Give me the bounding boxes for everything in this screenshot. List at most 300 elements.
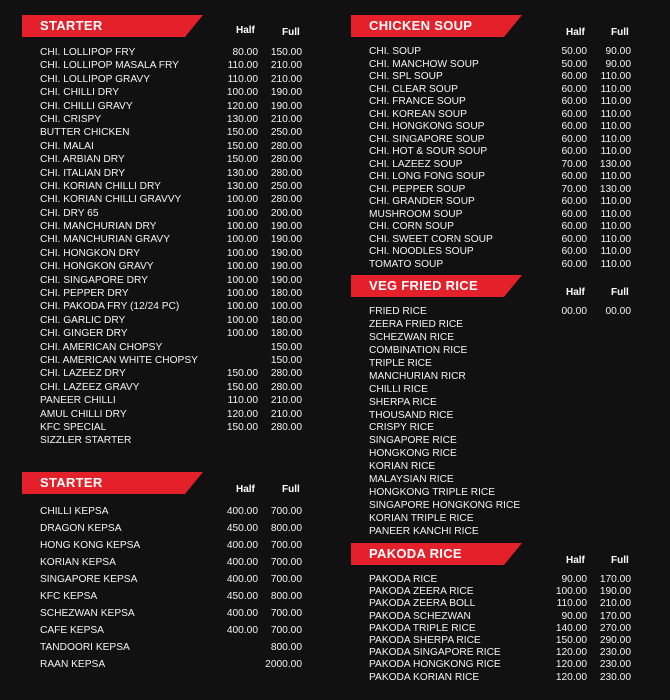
item-name: PAKODA TRIPLE RICE bbox=[369, 622, 476, 634]
menu-item-row bbox=[40, 100, 302, 113]
full-price: 170.00 bbox=[599, 574, 631, 585]
half-column-header: Half bbox=[236, 25, 255, 36]
full-price: 210.00 bbox=[270, 408, 302, 420]
full-price: 280.00 bbox=[270, 368, 302, 380]
menu-item-row bbox=[40, 59, 302, 72]
menu-item-row bbox=[369, 109, 631, 122]
full-price: 130.00 bbox=[599, 158, 631, 170]
full-price: 170.00 bbox=[599, 610, 631, 622]
half-column-header: Half bbox=[566, 27, 585, 38]
full-price: 280.00 bbox=[270, 167, 302, 179]
item-name: CHI. SINGAPORE DRY bbox=[40, 274, 148, 286]
half-price: 400.00 bbox=[226, 625, 258, 636]
item-name: CHI. KOREAN SOUP bbox=[369, 108, 467, 120]
menu-item-row bbox=[369, 574, 631, 586]
item-name: PANEER KANCHI RICE bbox=[369, 525, 479, 537]
item-list bbox=[369, 574, 631, 684]
item-list bbox=[369, 46, 631, 271]
item-name: RAAN KEPSA bbox=[40, 659, 106, 670]
item-name: CHI. LOLLIPOP MASALA FRY bbox=[40, 60, 179, 72]
full-price: 280.00 bbox=[270, 154, 302, 166]
item-name: CHI. CRISPY bbox=[40, 113, 102, 125]
full-price: 210.00 bbox=[270, 113, 302, 125]
item-name: CHI. CORN SOUP bbox=[369, 221, 454, 232]
item-name: MANCHURIAN RICR bbox=[369, 370, 466, 382]
half-price: 60.00 bbox=[561, 196, 587, 207]
item-name: MUSHROOM SOUP bbox=[369, 208, 463, 220]
menu-item-row bbox=[40, 140, 302, 153]
menu-item-row bbox=[40, 220, 302, 233]
menu-item-row bbox=[369, 384, 631, 397]
full-price: 230.00 bbox=[599, 647, 631, 659]
half-price: 100.00 bbox=[226, 314, 258, 326]
item-name: CHI. SOUP bbox=[369, 46, 422, 57]
full-price: 700.00 bbox=[270, 574, 302, 585]
half-price: 50.00 bbox=[561, 58, 587, 70]
item-list bbox=[369, 306, 631, 539]
half-price: 110.00 bbox=[227, 73, 258, 85]
half-price: 80.00 bbox=[232, 47, 258, 58]
section-chicken-soup bbox=[351, 15, 651, 270]
menu-item-row bbox=[369, 358, 631, 371]
half-price: 100.00 bbox=[226, 234, 258, 246]
half-price: 400.00 bbox=[226, 506, 258, 517]
item-name: CHI. MANCHURIAN GRAVY bbox=[40, 234, 170, 246]
item-name: HONG KONG KEPSA bbox=[40, 540, 141, 551]
item-name: COMBINATION RICE bbox=[369, 344, 468, 356]
full-price: 110.00 bbox=[600, 108, 631, 120]
item-name: CHI. LAZEEZ SOUP bbox=[369, 158, 463, 170]
item-name: PAKODA SINGAPORE RICE bbox=[369, 647, 501, 659]
menu-item-row bbox=[40, 554, 302, 571]
half-column-header: Half bbox=[236, 484, 255, 495]
item-name: CHI. HOT & SOUR SOUP bbox=[369, 146, 488, 157]
item-name: PAKODA RICE bbox=[369, 574, 438, 585]
item-name: SINGAPORE KEPSA bbox=[40, 574, 138, 585]
menu-item-row bbox=[369, 672, 631, 684]
menu-item-row bbox=[40, 46, 302, 59]
item-name: CAFE KEPSA bbox=[40, 625, 104, 636]
half-price: 60.00 bbox=[561, 96, 587, 107]
full-price: 2000.00 bbox=[265, 659, 302, 670]
full-price: 280.00 bbox=[270, 140, 302, 152]
section-title: CHICKEN SOUP bbox=[351, 15, 504, 37]
item-name: CHI. LOLLIPOP FRY bbox=[40, 47, 136, 58]
item-name: HONGKONG RICE bbox=[369, 448, 457, 460]
full-price: 190.00 bbox=[270, 274, 302, 286]
menu-item-row bbox=[40, 300, 302, 313]
menu-item-row bbox=[40, 314, 302, 327]
item-name: CHI. MALAI bbox=[40, 140, 94, 152]
item-name: KORIAN RICE bbox=[369, 461, 436, 473]
section-title: PAKODA RICE bbox=[351, 543, 504, 565]
menu-item-row bbox=[40, 73, 302, 86]
half-price: 60.00 bbox=[561, 83, 587, 95]
full-price: 800.00 bbox=[270, 523, 302, 534]
half-price: 140.00 bbox=[555, 622, 587, 634]
half-price: 100.00 bbox=[226, 261, 258, 273]
item-name: CHI. MANCHOW SOUP bbox=[369, 58, 479, 70]
item-name: CRISPY RICE bbox=[369, 422, 434, 434]
half-price: 150.00 bbox=[226, 381, 258, 393]
menu-item-row bbox=[40, 394, 302, 407]
full-price: 110.00 bbox=[600, 133, 631, 145]
full-price: 110.00 bbox=[600, 196, 631, 207]
item-name: CHI. HONGKON GRAVY bbox=[40, 261, 154, 273]
full-price: 150.00 bbox=[270, 341, 302, 353]
menu-item-row bbox=[369, 332, 631, 345]
menu-item-row bbox=[40, 421, 302, 434]
half-price: 120.00 bbox=[555, 671, 587, 683]
item-name: CHILLI KEPSA bbox=[40, 506, 109, 517]
menu-item-row bbox=[369, 234, 631, 247]
menu-item-row bbox=[369, 526, 631, 539]
full-price: 700.00 bbox=[270, 608, 302, 619]
menu-item-row bbox=[369, 474, 631, 487]
full-column-header: Full bbox=[611, 287, 629, 298]
menu-item-row bbox=[369, 659, 631, 671]
full-price: 110.00 bbox=[600, 96, 631, 107]
half-price: 150.00 bbox=[226, 421, 258, 433]
full-price: 150.00 bbox=[270, 354, 302, 366]
half-price: 130.00 bbox=[226, 180, 258, 192]
item-name: CHI. KORIAN CHILLI DRY bbox=[40, 180, 161, 192]
menu-item-row bbox=[369, 410, 631, 423]
item-name: SCHEZWAN KEPSA bbox=[40, 608, 135, 619]
full-price: 250.00 bbox=[270, 180, 302, 192]
half-price: 100.00 bbox=[226, 194, 258, 206]
menu-item-row bbox=[369, 134, 631, 147]
half-price: 100.00 bbox=[226, 247, 258, 259]
half-price: 60.00 bbox=[561, 133, 587, 145]
item-name: CHI. CHILLI DRY bbox=[40, 87, 120, 99]
item-name: CHI. LAZEEZ GRAVY bbox=[40, 381, 140, 393]
half-price: 120.00 bbox=[226, 408, 258, 420]
menu-item-row bbox=[369, 84, 631, 97]
item-name: CHI. FRANCE SOUP bbox=[369, 96, 466, 107]
half-price: 70.00 bbox=[561, 183, 587, 195]
menu-item-row bbox=[40, 260, 302, 273]
full-price: 270.00 bbox=[599, 622, 631, 634]
item-list bbox=[40, 46, 302, 448]
full-price: 210.00 bbox=[270, 60, 302, 72]
half-price: 60.00 bbox=[561, 146, 587, 157]
full-price: 100.00 bbox=[270, 301, 302, 313]
half-price: 60.00 bbox=[561, 221, 587, 232]
menu-item-row bbox=[369, 487, 631, 500]
half-price: 120.00 bbox=[555, 659, 587, 671]
menu-item-row bbox=[369, 196, 631, 209]
item-name: CHI. HONGKONG SOUP bbox=[369, 121, 485, 132]
item-name: PAKODA ZEERA BOLL bbox=[369, 598, 476, 610]
full-price: 230.00 bbox=[599, 671, 631, 683]
full-price: 190.00 bbox=[599, 586, 631, 598]
menu-item-row bbox=[40, 247, 302, 260]
item-name: CHI. AMERICAN WHITE CHOPSY bbox=[40, 354, 198, 366]
menu-item-row bbox=[369, 171, 631, 184]
half-price: 60.00 bbox=[561, 233, 587, 245]
item-name: CHI. PEPPER SOUP bbox=[369, 183, 466, 195]
item-name: CHI. CHILLI GRAVY bbox=[40, 100, 133, 112]
menu-item-row bbox=[40, 193, 302, 206]
section-title: STARTER bbox=[22, 472, 185, 494]
full-price: 210.00 bbox=[599, 598, 631, 610]
half-column-header: Half bbox=[566, 287, 585, 298]
half-price: 60.00 bbox=[561, 108, 587, 120]
full-price: 200.00 bbox=[270, 207, 302, 219]
menu-item-row bbox=[369, 71, 631, 84]
half-price: 110.00 bbox=[227, 395, 258, 407]
menu-item-row bbox=[40, 656, 302, 673]
half-price: 150.00 bbox=[226, 127, 258, 139]
full-price: 180.00 bbox=[270, 288, 302, 300]
half-price: 70.00 bbox=[561, 158, 587, 170]
menu-item-row bbox=[40, 605, 302, 622]
item-name: TANDOORI KEPSA bbox=[40, 642, 130, 653]
item-name: KFC KEPSA bbox=[40, 591, 98, 602]
half-price: 150.00 bbox=[555, 634, 587, 646]
full-price: 190.00 bbox=[270, 87, 302, 99]
item-name: THOUSAND RICE bbox=[369, 409, 454, 421]
item-name: PAKODA ZEERA RICE bbox=[369, 586, 474, 598]
item-name: CHI. DRY 65 bbox=[40, 207, 99, 219]
menu-item-row bbox=[369, 461, 631, 474]
menu-item-row bbox=[40, 113, 302, 126]
half-price: 100.00 bbox=[555, 586, 587, 598]
full-price: 280.00 bbox=[270, 421, 302, 433]
full-price: 180.00 bbox=[270, 314, 302, 326]
full-price: 210.00 bbox=[270, 73, 302, 85]
menu-item-row bbox=[369, 635, 631, 647]
menu-item-row bbox=[40, 408, 302, 421]
full-price: 700.00 bbox=[270, 557, 302, 568]
item-name: CHI. SPL SOUP bbox=[369, 71, 443, 82]
half-price: 60.00 bbox=[561, 121, 587, 132]
half-price: 60.00 bbox=[561, 171, 587, 182]
item-name: CHI. HONGKON DRY bbox=[40, 247, 140, 259]
full-price: 180.00 bbox=[270, 328, 302, 340]
menu-item-row bbox=[369, 246, 631, 259]
half-price: 400.00 bbox=[226, 608, 258, 619]
half-price: 90.00 bbox=[561, 610, 587, 622]
half-price: 00.00 bbox=[561, 306, 587, 317]
full-price: 700.00 bbox=[270, 540, 302, 551]
full-price: 150.00 bbox=[270, 47, 302, 58]
item-name: TRIPLE RICE bbox=[369, 357, 432, 369]
menu-item-row bbox=[369, 397, 631, 410]
menu-item-row bbox=[40, 381, 302, 394]
half-price: 100.00 bbox=[226, 288, 258, 300]
item-name: CHI. MANCHURIAN DRY bbox=[40, 221, 157, 233]
half-price: 130.00 bbox=[226, 167, 258, 179]
full-price: 250.00 bbox=[270, 127, 302, 139]
item-name: CHI. NOODLES SOUP bbox=[369, 246, 474, 257]
menu-item-row bbox=[40, 341, 302, 354]
half-price: 400.00 bbox=[226, 540, 258, 551]
half-price: 150.00 bbox=[226, 154, 258, 166]
item-name: CHI. PEPPER DRY bbox=[40, 288, 129, 300]
menu-item-row bbox=[40, 622, 302, 639]
menu-item-row bbox=[40, 537, 302, 554]
item-name: CHI. ARBIAN DRY bbox=[40, 154, 125, 166]
full-price: 90.00 bbox=[605, 46, 631, 57]
full-price: 190.00 bbox=[270, 221, 302, 233]
half-price: 100.00 bbox=[226, 328, 258, 340]
item-name: KFC SPECIAL bbox=[40, 421, 107, 433]
menu-item-row bbox=[369, 586, 631, 598]
menu-item-row bbox=[369, 448, 631, 461]
menu-item-row bbox=[369, 422, 631, 435]
full-price: 110.00 bbox=[600, 71, 631, 82]
item-name: CHI. LOLLIPOP GRAVY bbox=[40, 73, 151, 85]
menu-item-row bbox=[40, 434, 302, 447]
half-price: 90.00 bbox=[561, 574, 587, 585]
menu-item-row bbox=[369, 598, 631, 610]
full-price: 00.00 bbox=[605, 306, 631, 317]
menu-item-row bbox=[40, 86, 302, 99]
menu-item-row bbox=[369, 146, 631, 159]
item-name: SIZZLER STARTER bbox=[40, 435, 132, 447]
item-name: SCHEZWAN RICE bbox=[369, 331, 455, 343]
menu-item-row bbox=[40, 167, 302, 180]
full-column-header: Full bbox=[611, 555, 629, 566]
menu-item-row bbox=[40, 503, 302, 520]
half-price: 60.00 bbox=[561, 246, 587, 257]
full-column-header: Full bbox=[282, 484, 300, 495]
full-price: 110.00 bbox=[600, 221, 631, 232]
item-name: TOMATO SOUP bbox=[369, 258, 444, 270]
item-name: CHI. GRANDER SOUP bbox=[369, 196, 475, 207]
item-list bbox=[40, 503, 302, 673]
menu-item-row bbox=[369, 435, 631, 448]
section-starter-2 bbox=[22, 472, 322, 670]
half-column-header: Half bbox=[566, 555, 585, 566]
menu-item-row bbox=[369, 59, 631, 72]
item-name: PAKODA KORIAN RICE bbox=[369, 671, 480, 683]
item-name: KORIAN TRIPLE RICE bbox=[369, 513, 474, 524]
menu-item-row bbox=[369, 159, 631, 172]
full-column-header: Full bbox=[611, 27, 629, 38]
section-title: VEG FRIED RICE bbox=[351, 275, 504, 297]
menu-item-row bbox=[40, 207, 302, 220]
half-price: 60.00 bbox=[561, 71, 587, 82]
full-price: 190.00 bbox=[270, 234, 302, 246]
menu-item-row bbox=[40, 233, 302, 246]
menu-item-row bbox=[369, 623, 631, 635]
item-name: SINGAPORE HONGKONG RICE bbox=[369, 500, 521, 512]
full-price: 800.00 bbox=[270, 591, 302, 602]
menu-item-row bbox=[40, 639, 302, 656]
full-price: 700.00 bbox=[270, 625, 302, 636]
menu-item-row bbox=[369, 319, 631, 332]
full-price: 230.00 bbox=[599, 659, 631, 671]
item-name: CHI. GARLIC DRY bbox=[40, 314, 126, 326]
menu-item-row bbox=[40, 354, 302, 367]
full-price: 190.00 bbox=[270, 100, 302, 112]
full-price: 290.00 bbox=[599, 634, 631, 646]
half-price: 450.00 bbox=[226, 523, 258, 534]
menu-item-row bbox=[369, 259, 631, 272]
full-column-header: Full bbox=[282, 27, 300, 38]
item-name: PAKODA HONGKONG RICE bbox=[369, 659, 501, 671]
full-price: 280.00 bbox=[270, 381, 302, 393]
menu-item-row bbox=[369, 647, 631, 659]
half-price: 100.00 bbox=[226, 221, 258, 233]
half-price: 100.00 bbox=[226, 301, 258, 313]
menu-item-row bbox=[369, 500, 631, 513]
item-name: ZEERA FRIED RICE bbox=[369, 318, 463, 330]
item-name: SINGAPORE RICE bbox=[369, 435, 457, 447]
full-price: 110.00 bbox=[600, 83, 631, 95]
full-price: 130.00 bbox=[599, 183, 631, 195]
item-name: CHI. KORIAN CHILLI GRAVVY bbox=[40, 194, 182, 206]
full-price: 90.00 bbox=[605, 58, 631, 70]
menu-item-row bbox=[369, 209, 631, 222]
item-name: CHI. AMERICAN CHOPSY bbox=[40, 341, 163, 353]
half-price: 100.00 bbox=[226, 207, 258, 219]
item-name: CHI. SINGAPORE SOUP bbox=[369, 133, 485, 145]
section-veg-fried-rice bbox=[351, 275, 651, 537]
menu-item-row bbox=[40, 520, 302, 537]
half-price: 100.00 bbox=[226, 87, 258, 99]
item-name: PANEER CHILLI bbox=[40, 395, 116, 407]
menu-item-row bbox=[40, 287, 302, 300]
half-price: 400.00 bbox=[226, 557, 258, 568]
half-price: 450.00 bbox=[226, 591, 258, 602]
full-price: 210.00 bbox=[270, 395, 302, 407]
half-price: 120.00 bbox=[226, 100, 258, 112]
item-name: CHI. ITALIAN DRY bbox=[40, 167, 126, 179]
item-name: CHI. GINGER DRY bbox=[40, 328, 128, 340]
item-name: CHI. PAKODA FRY (12/24 PC) bbox=[40, 301, 180, 313]
menu-item-row bbox=[40, 588, 302, 605]
menu-item-row bbox=[369, 221, 631, 234]
menu-item-row bbox=[40, 274, 302, 287]
item-name: CHI. SWEET CORN SOUP bbox=[369, 233, 493, 245]
full-price: 110.00 bbox=[600, 246, 631, 257]
full-price: 700.00 bbox=[270, 506, 302, 517]
half-price: 120.00 bbox=[555, 647, 587, 659]
menu-item-row bbox=[40, 153, 302, 166]
section-title: STARTER bbox=[22, 15, 185, 37]
menu-item-row bbox=[40, 367, 302, 380]
half-price: 50.00 bbox=[561, 46, 587, 57]
half-price: 150.00 bbox=[226, 368, 258, 380]
full-price: 190.00 bbox=[270, 247, 302, 259]
item-name: SHERPA RICE bbox=[369, 396, 437, 408]
full-price: 110.00 bbox=[600, 121, 631, 132]
menu-item-row bbox=[369, 513, 631, 526]
full-price: 800.00 bbox=[270, 642, 302, 653]
menu-item-row bbox=[369, 121, 631, 134]
item-name: CHILLI RICE bbox=[369, 383, 428, 395]
item-name: DRAGON KEPSA bbox=[40, 523, 122, 534]
menu-item-row bbox=[369, 46, 631, 59]
item-name: PAKODA SCHEZWAN bbox=[369, 610, 471, 622]
item-name: CHI. LONG FONG SOUP bbox=[369, 171, 486, 182]
half-price: 60.00 bbox=[561, 208, 587, 220]
full-price: 110.00 bbox=[600, 233, 631, 245]
item-name: PAKODA SHERPA RICE bbox=[369, 634, 481, 646]
section-pakoda-rice bbox=[351, 543, 651, 683]
item-name: CHI. LAZEEZ DRY bbox=[40, 368, 126, 380]
item-name: FRIED RICE bbox=[369, 306, 427, 317]
half-price: 110.00 bbox=[227, 60, 258, 72]
item-name: AMUL CHILLI DRY bbox=[40, 408, 127, 420]
menu-item-row bbox=[40, 327, 302, 340]
full-price: 190.00 bbox=[270, 261, 302, 273]
item-name: HONGKONG TRIPLE RICE bbox=[369, 487, 496, 499]
